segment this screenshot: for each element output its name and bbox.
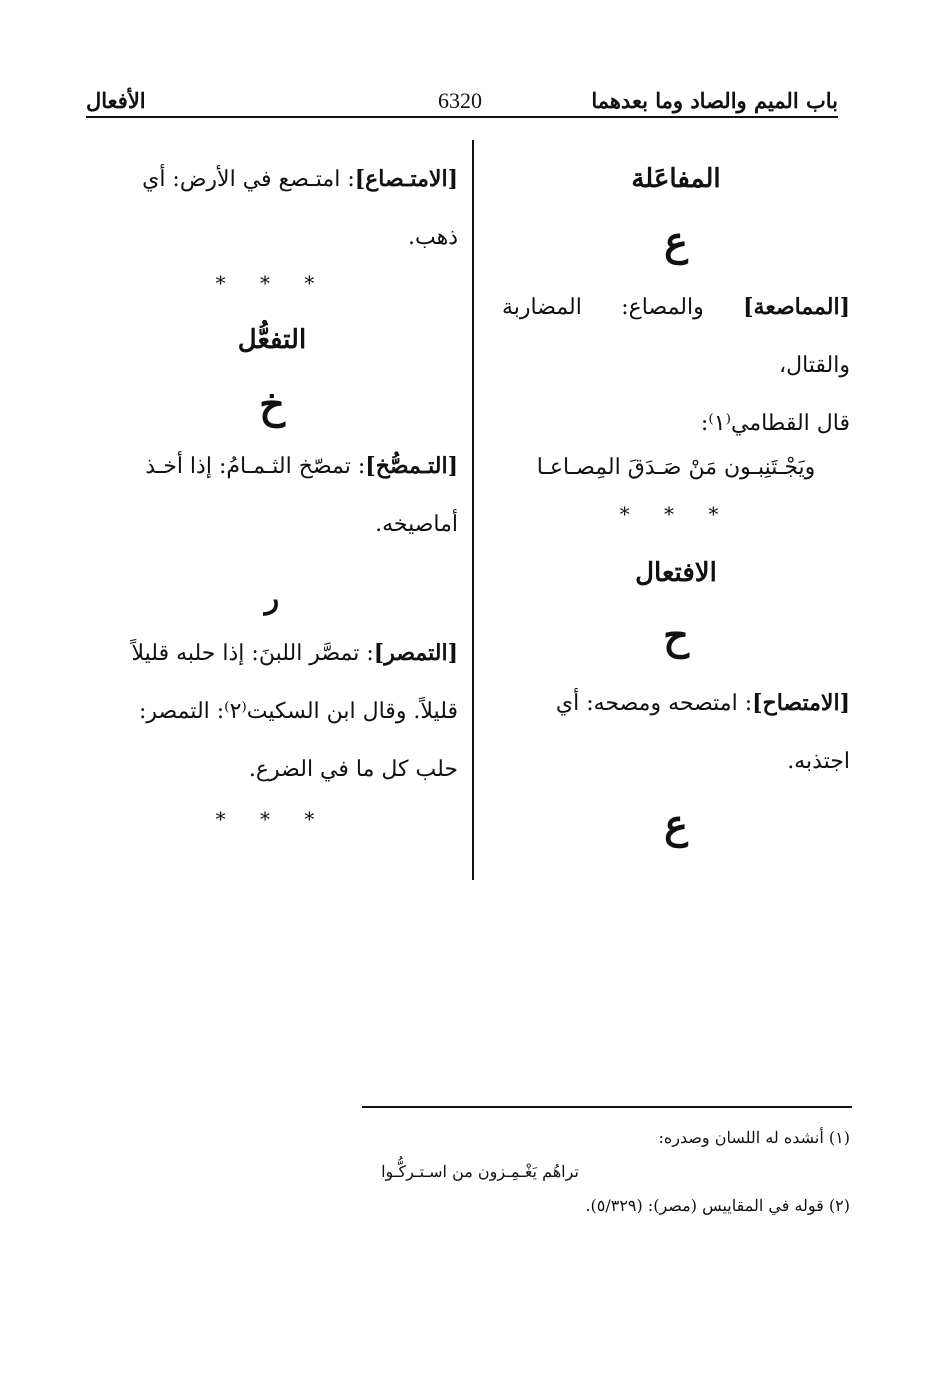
entry-line: قال القطامي⁽١⁾: [700,411,850,436]
footnote-rule [362,1106,852,1108]
entry-tamassur [86,624,458,683]
letter-heading: ر [264,581,280,616]
entry-line: أماصيخه. [375,512,458,537]
entry-term: [التـمصُّخ] [365,453,458,479]
section-heading-tafaul: التفعُّل [237,325,307,355]
entry-tamassukh [86,437,458,496]
section-separator: * * * [215,271,329,295]
section-heading-iftial: الافتعال [635,558,717,588]
entry-line: اجتذبه. [787,749,850,774]
entry-imtisaa [86,150,458,209]
right-column [502,150,850,848]
entry-line: حلب كل ما في الضرع. [248,757,458,782]
section-separator: * * * [215,807,329,831]
footnote-2: (٢) قوله في المقاييس (مصر): (٥/٣٢٩). [585,1196,850,1215]
footnote-1: (١) أنشده له اللسان وصدره: [658,1128,850,1147]
section-heading-mufaala: المفاعَلة [631,164,721,194]
poetry-verse: ويَجْـتَنِبـون مَنْ صَـدَقَ المِصـاعـا [536,455,816,480]
entry-text: : تمصَّر اللبنَ: إذا حلبه قليلاً [131,641,374,666]
letter-heading: ع [664,218,688,265]
entry-text: : امتـصع في الأرض: أي [142,167,355,192]
left-column [86,150,458,831]
letter-heading: ع [664,801,688,848]
entry-term: [الامتـصاع] [354,166,458,192]
footnote-verse: تراهُم يَغْـمِـزون من اسـتـركُّـوا [381,1162,579,1181]
column-divider [472,140,474,880]
letter-heading: ح [663,612,689,659]
section-title: الأفعال [86,88,146,113]
chapter-title: باب الميم والصاد وما بعدهما [591,88,838,113]
letter-heading: خ [259,381,285,428]
entry-line: ذهب. [408,225,458,250]
entry-line: قليلاً. وقال ابن السكيت⁽٢⁾: التمصر: [138,699,458,724]
entry-text: : امتصحه ومصحه: أي [555,691,753,716]
entry-text: : تمصّخ الثـمـامُ: إذا أخـذ [145,454,366,479]
page-number: 6320 [438,88,482,113]
page-header [86,86,838,118]
section-separator: * * * [619,502,733,526]
entry-imtisah [502,674,850,733]
entry-term: [الامتصاح] [752,690,850,716]
entry-term: [التمصر] [373,640,458,666]
entry-text: والمصاع: المضاربة والقتال، [502,295,850,378]
entry-term: [المماصعة] [743,294,850,320]
entry-mumasaa [502,278,850,395]
